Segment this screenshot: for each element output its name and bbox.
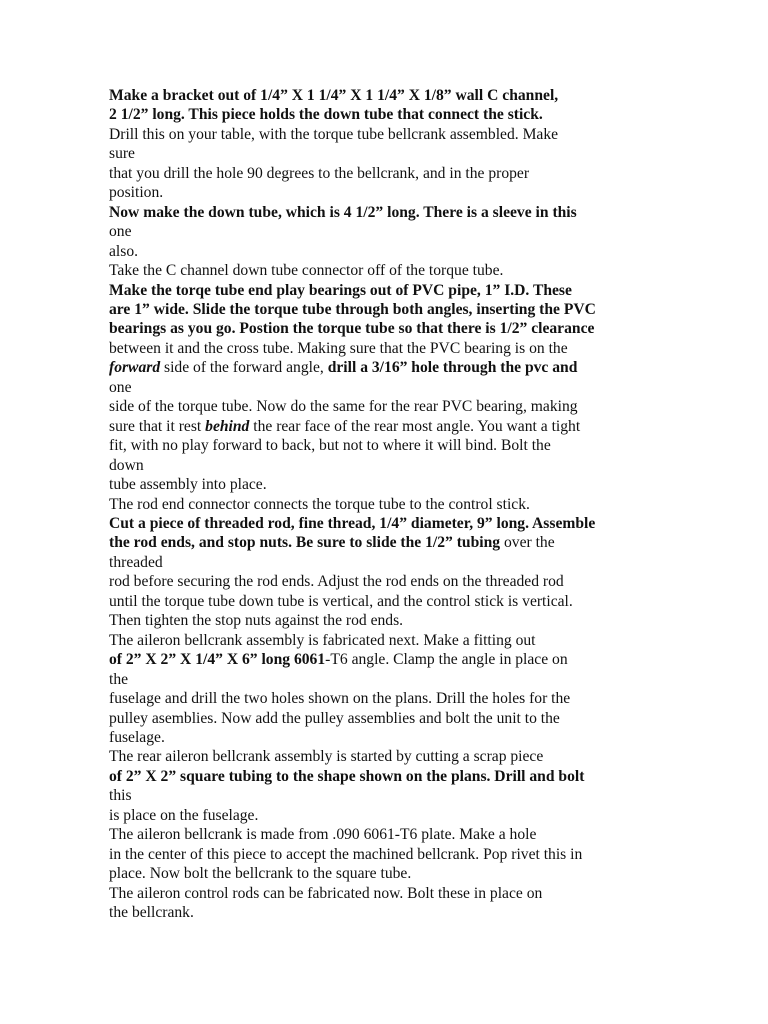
text-line	[109, 86, 669, 105]
text-segment: Make a bracket out of 1/4” X 1 1/4” X 1 1/4” X 1/8” wall C channel,	[109, 87, 559, 104]
text-line	[109, 105, 669, 124]
text-line	[109, 786, 669, 805]
text-segment: tube assembly into place.	[109, 476, 267, 494]
text-line	[109, 650, 669, 669]
text-line	[109, 281, 669, 300]
text-segment: side of the forward angle,	[160, 359, 328, 377]
text-segment: -T6 angle. Clamp the angle in place on	[325, 651, 568, 669]
text-segment: fit, with no play forward to back, but not to where it will bind. Bolt the	[109, 437, 551, 455]
text-segment: fuselage and drill the two holes shown on the plans. Drill the holes for the	[109, 690, 571, 708]
text-segment: The aileron bellcrank is made from .090 6061-T6 plate. Make a hole	[109, 826, 537, 844]
text-segment: drill a 3/16” hole through the pvc and	[327, 359, 578, 377]
text-segment: rod before securing the rod ends. Adjust the rod ends on the threaded rod	[109, 573, 564, 591]
text-segment: Drill this on your table, with the torque tube bellcrank assembled. Make	[109, 125, 559, 143]
text-line	[109, 300, 669, 319]
text-segment: down	[109, 456, 144, 474]
text-segment: the	[109, 670, 129, 688]
text-line	[109, 747, 669, 766]
text-segment: of 2” X 2” X 1/4” X 6” long 6061	[109, 651, 326, 669]
text-line	[109, 864, 669, 883]
text-line	[109, 533, 669, 552]
text-segment: side of the torque tube. Now do the same for the rear PVC bearing, making	[109, 398, 578, 416]
text-line	[109, 417, 669, 436]
text-segment: over the	[500, 534, 555, 552]
text-line	[109, 261, 669, 280]
text-line	[109, 456, 669, 475]
text-line	[109, 203, 669, 222]
document-body	[109, 86, 669, 922]
text-line	[109, 592, 669, 611]
text-segment: pulley asemblies. Now add the pulley assemblies and bolt the unit to the	[109, 709, 560, 727]
text-line	[109, 767, 669, 786]
text-segment: between it and the cross tube. Making sure that the PVC bearing is on the	[109, 339, 568, 357]
text-line	[109, 903, 669, 922]
text-segment: Take the C channel down tube connector off of the torque tube.	[109, 262, 504, 280]
text-line	[109, 319, 669, 338]
text-segment: one	[109, 223, 132, 241]
text-line	[109, 825, 669, 844]
text-segment: of 2” X 2” square tubing to the shape shown on the plans. Drill and bolt	[109, 767, 585, 785]
text-segment: The rear aileron bellcrank assembly is started by cutting a scrap piece	[109, 748, 544, 766]
text-line	[109, 397, 669, 416]
text-segment: threaded	[109, 553, 163, 571]
text-line	[109, 884, 669, 903]
text-segment: forward	[109, 359, 161, 377]
text-segment: until the torque tube down tube is vertical, and the control stick is vertical.	[109, 592, 573, 610]
text-line	[109, 514, 669, 533]
text-line	[109, 183, 669, 202]
text-segment: Then tighten the stop nuts against the rod ends.	[109, 612, 404, 630]
text-line	[109, 689, 669, 708]
text-segment: The rod end connector connects the torque tube to the control stick.	[109, 495, 530, 513]
text-line	[109, 164, 669, 183]
text-line	[109, 728, 669, 747]
text-segment: The aileron bellcrank assembly is fabricated next. Make a fitting out	[109, 631, 536, 649]
text-segment: 2 1/2” long. This piece holds the down tube that connect the stick.	[109, 106, 543, 124]
text-line	[109, 378, 669, 397]
text-segment: sure	[109, 145, 135, 163]
text-segment: position.	[109, 184, 164, 202]
text-line	[109, 845, 669, 864]
text-line	[109, 709, 669, 728]
text-line	[109, 495, 669, 514]
text-segment: that you drill the hole 90 degrees to the bellcrank, and in the proper	[109, 164, 530, 182]
text-line	[109, 242, 669, 261]
text-segment: also.	[109, 242, 139, 260]
text-line	[109, 670, 669, 689]
text-segment: the rod ends, and stop nuts. Be sure to slide the 1/2” tubing	[109, 534, 501, 552]
text-line	[109, 806, 669, 825]
text-segment: fuselage.	[109, 728, 165, 746]
text-segment: behind	[205, 417, 250, 435]
text-segment: bearings as you go. Postion the torque tube so that there is 1/2” clearance	[109, 320, 595, 338]
text-segment: Now make the down tube, which is 4 1/2” long. There is a sleeve in this	[109, 203, 577, 221]
text-segment: Make the torqe tube end play bearings out of PVC pipe, 1” I.D. These	[109, 281, 572, 299]
text-segment: The aileron control rods can be fabricated now. Bolt these in place on	[109, 884, 543, 902]
text-segment: Cut a piece of threaded rod, fine thread, 1/4” diameter, 9” long. Assemble	[109, 514, 596, 532]
text-line	[109, 125, 669, 144]
text-segment: this	[109, 787, 132, 805]
text-line	[109, 631, 669, 650]
text-line	[109, 553, 669, 572]
text-segment: place. Now bolt the bellcrank to the square tube.	[109, 865, 412, 883]
text-segment: is place on the fuselage.	[109, 806, 259, 824]
text-segment: the bellcrank.	[109, 904, 194, 922]
text-line	[109, 611, 669, 630]
text-segment: in the center of this piece to accept the machined bellcrank. Pop rivet this in	[109, 845, 583, 863]
text-line	[109, 436, 669, 455]
text-segment: one	[109, 378, 132, 396]
text-segment: the rear face of the rear most angle. You want a tight	[249, 417, 581, 435]
text-line	[109, 144, 669, 163]
text-line	[109, 358, 669, 377]
text-segment: are 1” wide. Slide the torque tube through both angles, inserting the PVC	[109, 300, 596, 318]
text-line	[109, 572, 669, 591]
text-segment: sure that it rest	[109, 417, 206, 435]
text-line	[109, 339, 669, 358]
text-line	[109, 475, 669, 494]
text-line	[109, 222, 669, 241]
